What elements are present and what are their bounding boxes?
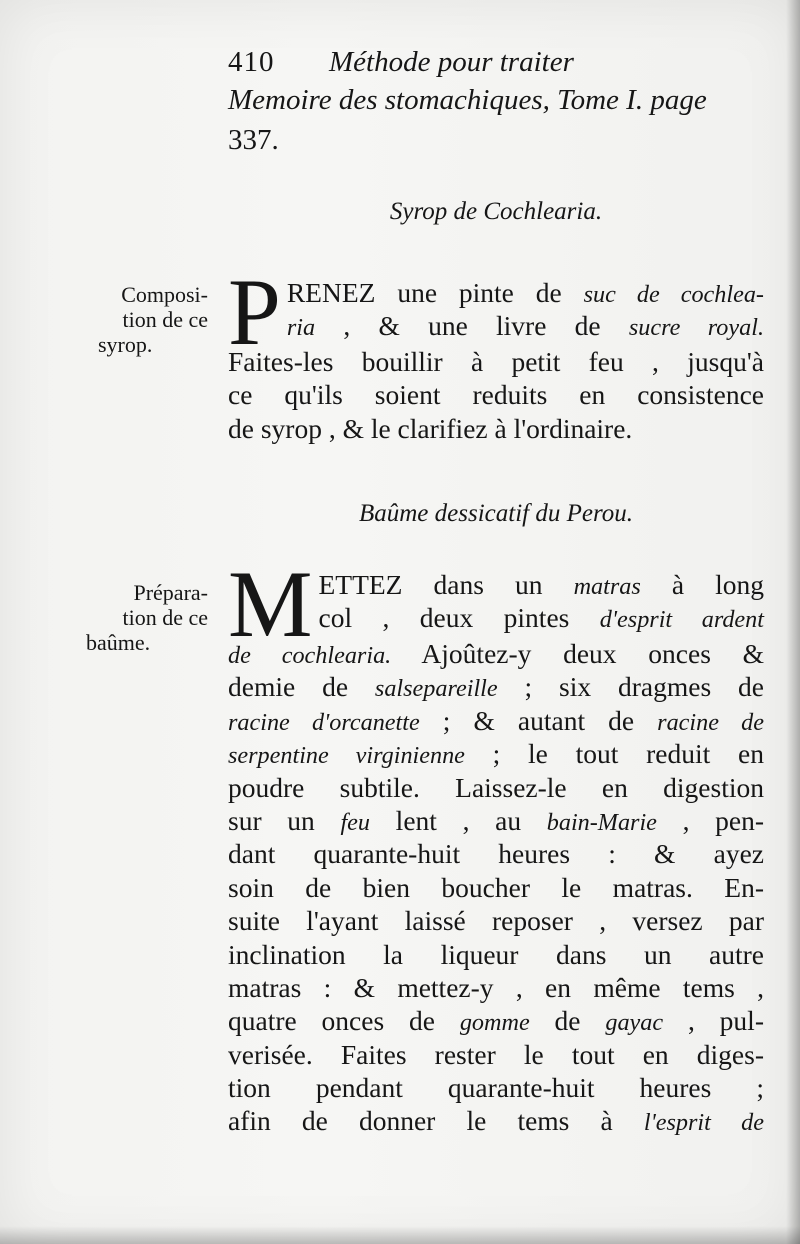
margin-note-line: baûme. [86, 630, 151, 655]
drop-cap: P [228, 259, 281, 365]
margin-note-preparation [86, 580, 208, 655]
text-line: matras : & mettez-y , en même tems , [228, 971, 764, 1003]
paragraph-baume [228, 551, 765, 1138]
text-line: Faites-les bouillir à petit feu , jusqu'à [228, 346, 764, 377]
text-line: suite l'ayant laissé reposer , versez par [228, 905, 764, 937]
running-title: Méthode pour traiter [329, 46, 574, 78]
page-number: 410 [228, 46, 275, 78]
text-line: ce qu'ils soient reduits en consistence [228, 379, 764, 411]
text-line: inclination la liqueur dans un autre [228, 938, 764, 970]
drop-cap: M [228, 551, 313, 657]
text-line: demie de salsepareille ; six dragmes de [228, 671, 764, 703]
page-bottom-shadow [0, 1226, 800, 1244]
running-header [228, 44, 574, 80]
text-line: sur un feu lent , au bain-Marie , pen- [228, 804, 764, 836]
margin-note-line: tion de ce [122, 605, 208, 630]
text-line: de syrop , & le clarifiez à l'ordinaire. [228, 412, 633, 444]
margin-note-composition [86, 282, 208, 357]
text-line: col , deux pintes d'esprit ardent [318, 602, 764, 634]
text-line: racine d'orcanette ; & autant de racine de [228, 704, 764, 736]
margin-note-line: tion de ce [122, 307, 208, 332]
text-line: ETTEZ dans un matras à long [318, 569, 764, 600]
text-line: RENEZ une pinte de suc de cochlea- [286, 277, 764, 308]
text-line: verisée. Faites rester le tout en diges- [228, 1038, 764, 1070]
margin-note-line: Prépara- [133, 580, 208, 605]
header-reference-page: 337. [228, 124, 279, 156]
header-reference-line: Memoire des stomachiques, Tome I. page [228, 84, 707, 116]
section-heading-baume: Baûme dessicatif du Perou. [358, 500, 634, 527]
margin-note-line: Composi- [121, 282, 208, 307]
text-line: serpentine virginienne ; le tout reduit en [228, 738, 764, 770]
text-line: afin de donner le tems à l'esprit de [228, 1105, 764, 1137]
text-line: de cochlearia. Ajoûtez-y deux onces & [228, 638, 765, 669]
text-line: ria , & une livre de sucre royal. [286, 310, 764, 342]
text-line: soin de bien boucher le matras. En- [228, 871, 764, 903]
text-line: poudre subtile. Laissez-le en digestion [228, 771, 764, 803]
text-line: dant quarante-huit heures : & ayez [228, 838, 764, 870]
section-heading-syrop: Syrop de Cochlearia. [389, 198, 603, 225]
paragraph-syrop [228, 259, 764, 445]
page-edge-shadow [786, 0, 800, 1244]
text-line: tion pendant quarante-huit heures ; [228, 1072, 764, 1104]
text-line: quatre onces de gomme de gayac , pul- [228, 1005, 764, 1037]
margin-note-line: syrop. [98, 332, 153, 357]
